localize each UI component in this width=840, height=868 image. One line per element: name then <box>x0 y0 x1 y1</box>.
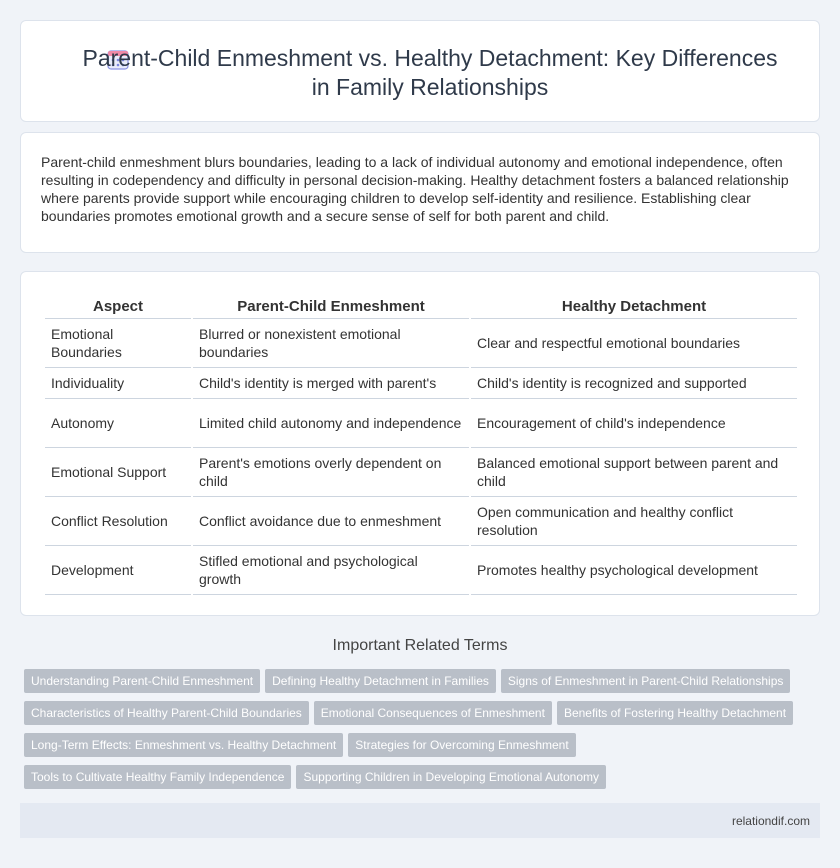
table-row <box>45 448 797 497</box>
table-cell: Stifled emotional and psychological growth <box>193 546 469 595</box>
related-terms-heading: Important Related Terms <box>332 637 508 654</box>
table-cell: Child's identity is recognized and supported <box>471 368 797 399</box>
table-row <box>45 546 797 595</box>
table-cell: Encouragement of child's independence <box>471 399 797 448</box>
intro-card <box>20 132 820 253</box>
table-cell: Parent's emotions overly dependent on child <box>193 448 469 497</box>
table-row <box>45 368 797 399</box>
column-header-detachment: Healthy Detachment <box>471 297 797 319</box>
table-header-row <box>45 297 797 319</box>
related-term-tag[interactable]: Tools to Cultivate Healthy Family Independence <box>24 765 291 789</box>
table-cell: Blurred or nonexistent emotional boundaries <box>193 319 469 368</box>
table-cell: Clear and respectful emotional boundaries <box>471 319 797 368</box>
related-term-tag[interactable]: Strategies for Overcoming Enmeshment <box>348 733 575 757</box>
table-cell: Emotional Support <box>45 448 191 497</box>
table-cell: Child's identity is merged with parent's <box>193 368 469 399</box>
table-cell: Conflict Resolution <box>45 497 191 546</box>
footer-site-link[interactable]: relationdif.com <box>731 814 810 828</box>
table-cell: Emotional Boundaries <box>45 319 191 368</box>
related-term-tag[interactable]: Signs of Enmeshment in Parent-Child Relationships <box>501 669 790 693</box>
table-cell: Promotes healthy psychological development <box>471 546 797 595</box>
comparison-table <box>43 297 799 595</box>
related-term-tag[interactable]: Defining Healthy Detachment in Families <box>265 669 496 693</box>
column-header-enmeshment: Parent-Child Enmeshment <box>193 297 469 319</box>
table-row <box>45 497 797 546</box>
related-term-tag[interactable]: Supporting Children in Developing Emotional Autonomy <box>296 765 606 789</box>
intro-paragraph: Parent-child enmeshment blurs boundaries, leading to a lack of individual autonomy and emotional independence, often resulting in codependency and difficulty in personal decision-making. Healthy detachment fosters a balanced relationship where parents provide support while encouraging children to develop self-identity and resilience. Establishing clear boundaries promotes emotional growth and a secure sense of self for both parent and child. <box>41 154 789 224</box>
related-term-tag[interactable]: Understanding Parent-Child Enmeshment <box>24 669 260 693</box>
footer <box>20 803 820 838</box>
column-header-aspect: Aspect <box>45 297 191 319</box>
related-term-tag[interactable]: Benefits of Fostering Healthy Detachment <box>557 701 793 725</box>
related-terms-list <box>24 669 824 797</box>
table-cell: Limited child autonomy and independence <box>193 399 469 448</box>
table-cell: Conflict avoidance due to enmeshment <box>193 497 469 546</box>
related-term-tag[interactable]: Long-Term Effects: Enmeshment vs. Healthy Detachment <box>24 733 343 757</box>
table-row <box>45 399 797 448</box>
table-cell: Development <box>45 546 191 595</box>
table-cell: Autonomy <box>45 399 191 448</box>
table-cell: Individuality <box>45 368 191 399</box>
page-title: Parent-Child Enmeshment vs. Healthy Detachment: Key Differences in Family Relationships <box>82 45 778 100</box>
table-cell: Balanced emotional support between parent and child <box>471 448 797 497</box>
table-cell: Open communication and healthy conflict resolution <box>471 497 797 546</box>
comparison-card <box>20 271 820 616</box>
table-row <box>45 319 797 368</box>
related-term-tag[interactable]: Characteristics of Healthy Parent-Child Boundaries <box>24 701 309 725</box>
related-term-tag[interactable]: Emotional Consequences of Enmeshment <box>314 701 552 725</box>
title-card <box>20 20 820 122</box>
